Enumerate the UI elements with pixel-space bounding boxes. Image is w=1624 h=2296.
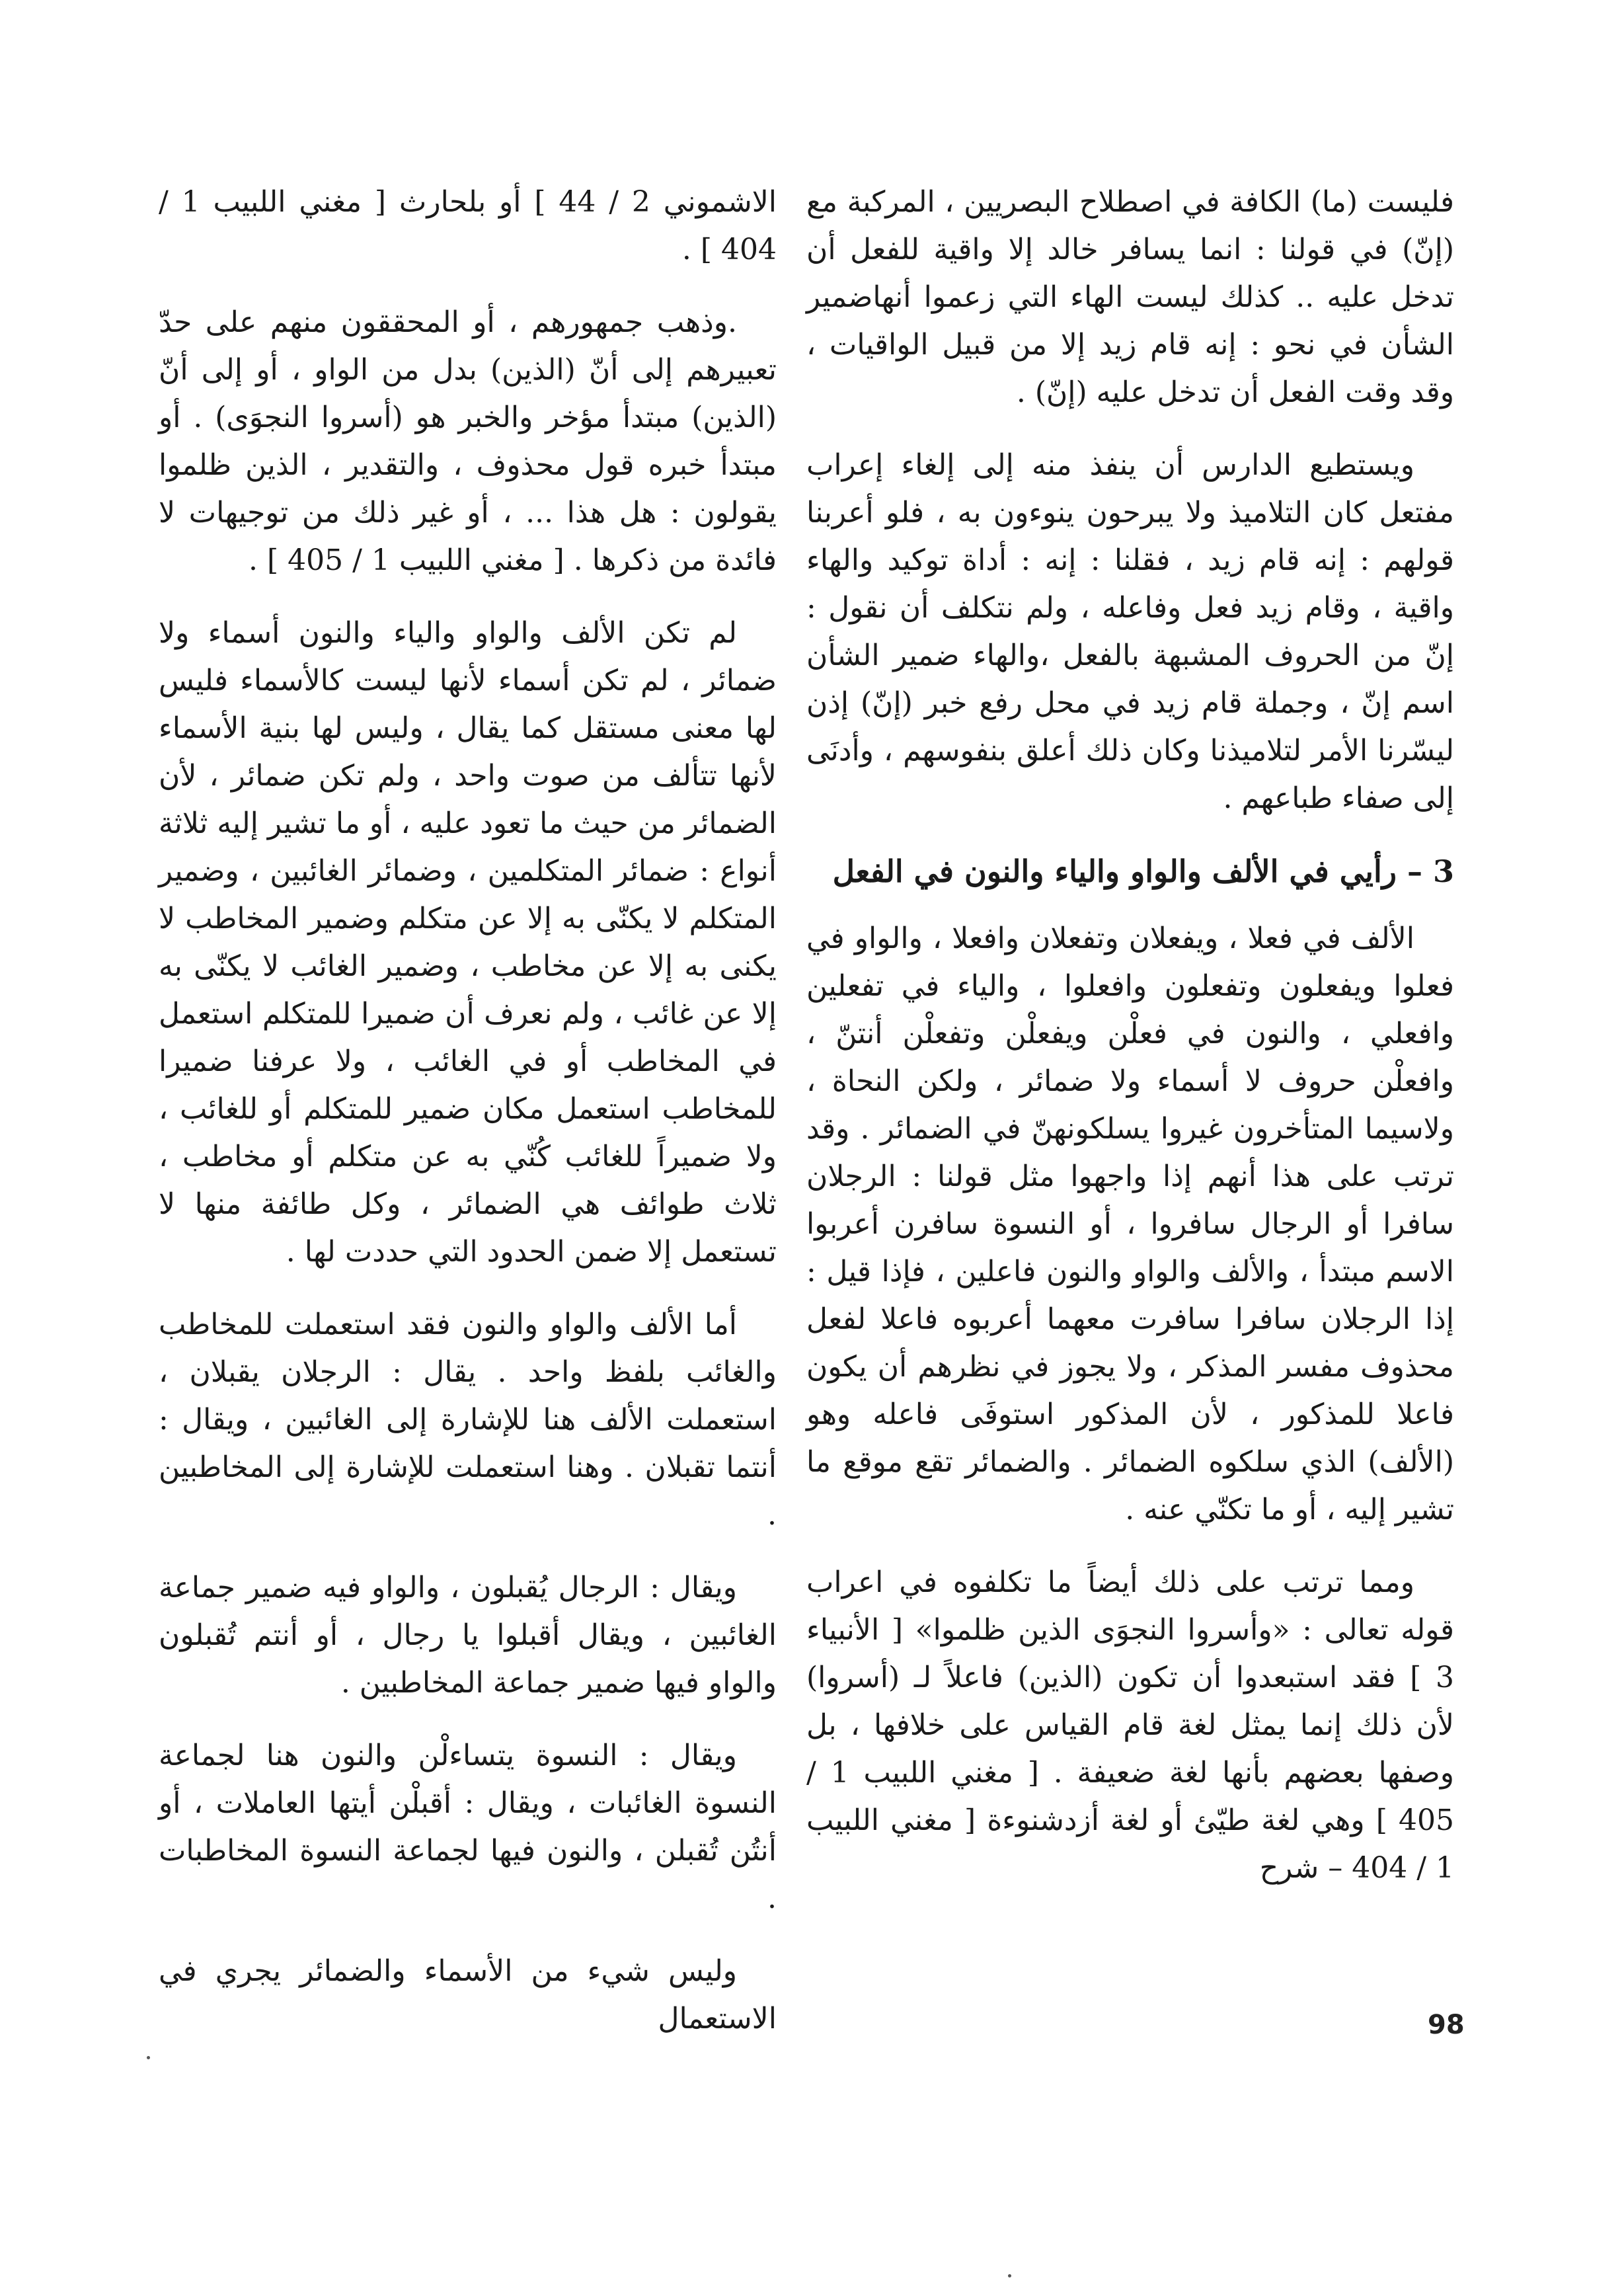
left-column — [159, 178, 777, 2068]
scan-speck — [1008, 2274, 1011, 2277]
right-paragraph-4: ومما ترتب على ذلك أيضاً ما تكلفوه في اعراب قوله تعالى : «وأسروا النجوَى الذين ظلموا» [ الأنبياء 3 ] فقد استبعدوا أن تكون (الذين) فاعلاً لـ (أسروا) لأن ذلك إنما يمثل لغة قام القياس على خلافها ، بل وصفها بعضهم بأنها لغة ضعيفة . [ مغني اللبيب 1 / 405 ] وهي لغة طيّئ أو لغة أزدشنوءة [ مغني اللبيب 1 / 404 – شرح — [806, 1565, 1454, 1885]
left-paragraph-7: وليس شيء من الأسماء والضمائر يجري في الاستعمال — [159, 1954, 777, 2036]
left-paragraph-2: .وذهب جمهورهم ، أو المحققون منهم على حدّ تعبيرهم إلى أنّ (الذين) بدل من الواو ، أو إلى أنّ (الذين) مبتدأ مؤخر والخبر هو (أسروا النجوَى) . أو مبتدأ خبره قول محذوف ، والتقدير ، الذين ظلموا يقولون : هل هذا ... ، أو غير ذلك من توجيهات لا فائدة من ذكرها . [ مغني اللبيب 1 / 405 ] . — [159, 305, 777, 577]
right-paragraph-2: ويستطيع الدارس أن ينفذ منه إلى إلغاء إعراب مفتعل كان التلاميذ ولا يبرحون ينوءون به ، فلو أعربنا قولهم : إنه قام زيد ، فقلنا : إنه : أداة توكيد والهاء واقية ، وقام زيد فعل وفاعله ، ولم نتكلف أن نقول : إنّ من الحروف المشبهة بالفعل ،والهاء ضمير الشأن اسم إنّ ، وجملة قام زيد في محل رفع خبر (إنّ) إذن ليسّرنا الأمر لتلاميذنا وكان ذلك أعلق بنفوسهم ، وأدنَى إلى صفاء طباعهم . — [806, 448, 1454, 815]
left-paragraph-4: أما الألف والواو والنون فقد استعملت للمخاطب والغائب بلفظ واحد . يقال : الرجلان يقبلان ، استعملت الألف هنا للإشارة إلى الغائبين ، ويقال : أنتما تقبلان . وهنا استعملت للإشارة إلى المخاطبين . — [159, 1308, 777, 1532]
scan-speck — [147, 2056, 150, 2059]
right-paragraph-1: فليست (ما) الكافة في اصطلاح البصريين ، المركبة مع (إنّ) في قولنا : انما يسافر خالد إلا واقية للفعل أن تدخل عليه .. كذلك ليست الهاء التي زعموا أنهاضمير الشأن في نحو : إنه قام زيد إلا من قبيل الواقيات ، وقد وقت الفعل أن تدخل عليه (إنّ) . — [806, 185, 1454, 409]
right-column — [806, 178, 1454, 1917]
left-paragraph-1: الاشموني 2 / 44 ] أو بلحارث [ مغني اللبيب 1 / 404 ] . — [159, 185, 777, 266]
left-paragraph-5: ويقال : الرجال يُقبلون ، والواو فيه ضمير جماعة الغائبين ، ويقال أقبلوا يا رجال ، أو أنتم تُقبلون والواو فيها ضمير جماعة المخاطبين . — [159, 1571, 777, 1700]
left-paragraph-3: لم تكن الألف والواو والياء والنون أسماء ولا ضمائر ، لم تكن أسماء لأنها ليست كالأسماء فليس لها معنى مستقل كما يقال ، وليس لها بنية الأسماء لأنها تتألف من صوت واحد ، ولم تكن ضمائر ، لأن الضمائر من حيث ما تعود عليه ، أو ما تشير إليه ثلاثة أنواع : ضمائر المتكلمين ، وضمائر الغائبين ، وضمير المتكلم لا يكنّى به إلا عن متكلم وضمير المخاطب لا يكنى به إلا عن مخاطب ، وضمير الغائب لا يكنّى به إلا عن غائب ، ولم نعرف أن ضميرا للمتكلم استعمل في المخاطب أو في الغائب ، ولا عرفنا ضميرا للمخاطب استعمل مكان ضمير للمتكلم أو للغائب ، ولا ضميراً للغائب كُنّي به عن متكلم أو مخاطب ، ثلاث طوائف هي الضمائر ، وكل طائفة منها لا تستعمل إلا ضمن الحدود التي حددت لها . — [159, 616, 777, 1269]
page-number: 98 — [1428, 2010, 1465, 2040]
left-paragraph-6: ويقال : النسوة يتساءلْن والنون هنا لجماعة النسوة الغائبات ، ويقال : أقبلْن أيتها العاملات ، أو أنتُن تُقبلن ، والنون فيها لجماعة النسوة المخاطبات . — [159, 1739, 777, 1915]
right-paragraph-3: الألف في فعلا ، ويفعلان وتفعلان وافعلا ، والواو في فعلوا ويفعلون وتفعلون وافعلوا ، والياء في تفعلين وافعلي ، والنون في فعلْن ويفعلْن وتفعلْن أنتنّ ، وافعلْن حروف لا أسماء ولا ضمائر ، ولكن النحاة ، ولاسيما المتأخرون غيروا يسلكونهنّ في الضمائر . وقد ترتب على هذا أنهم إذا واجهوا مثل قولنا : الرجلان سافرا أو الرجال سافروا ، أو النسوة سافرن أعربوا الاسم مبتدأ ، والألف والواو والنون فاعلين ، فإذا قيل : إذا الرجلان سافرا سافرت معهما أعربوه فاعلا لفعل محذوف مفسر المذكر ، ولا يجوز في نظرهم أن يكون فاعلا للمذكور ، لأن المذكور استوفَى فاعله وهو (الألف) الذي سلكوه الضمائر . والضمائر تقع موقع ما تشير إليه ، أو ما تكنّي عنه . — [806, 922, 1454, 1526]
section-heading: 3 – رأيي في الألف والواو والياء والنون في الفعل — [832, 853, 1454, 889]
